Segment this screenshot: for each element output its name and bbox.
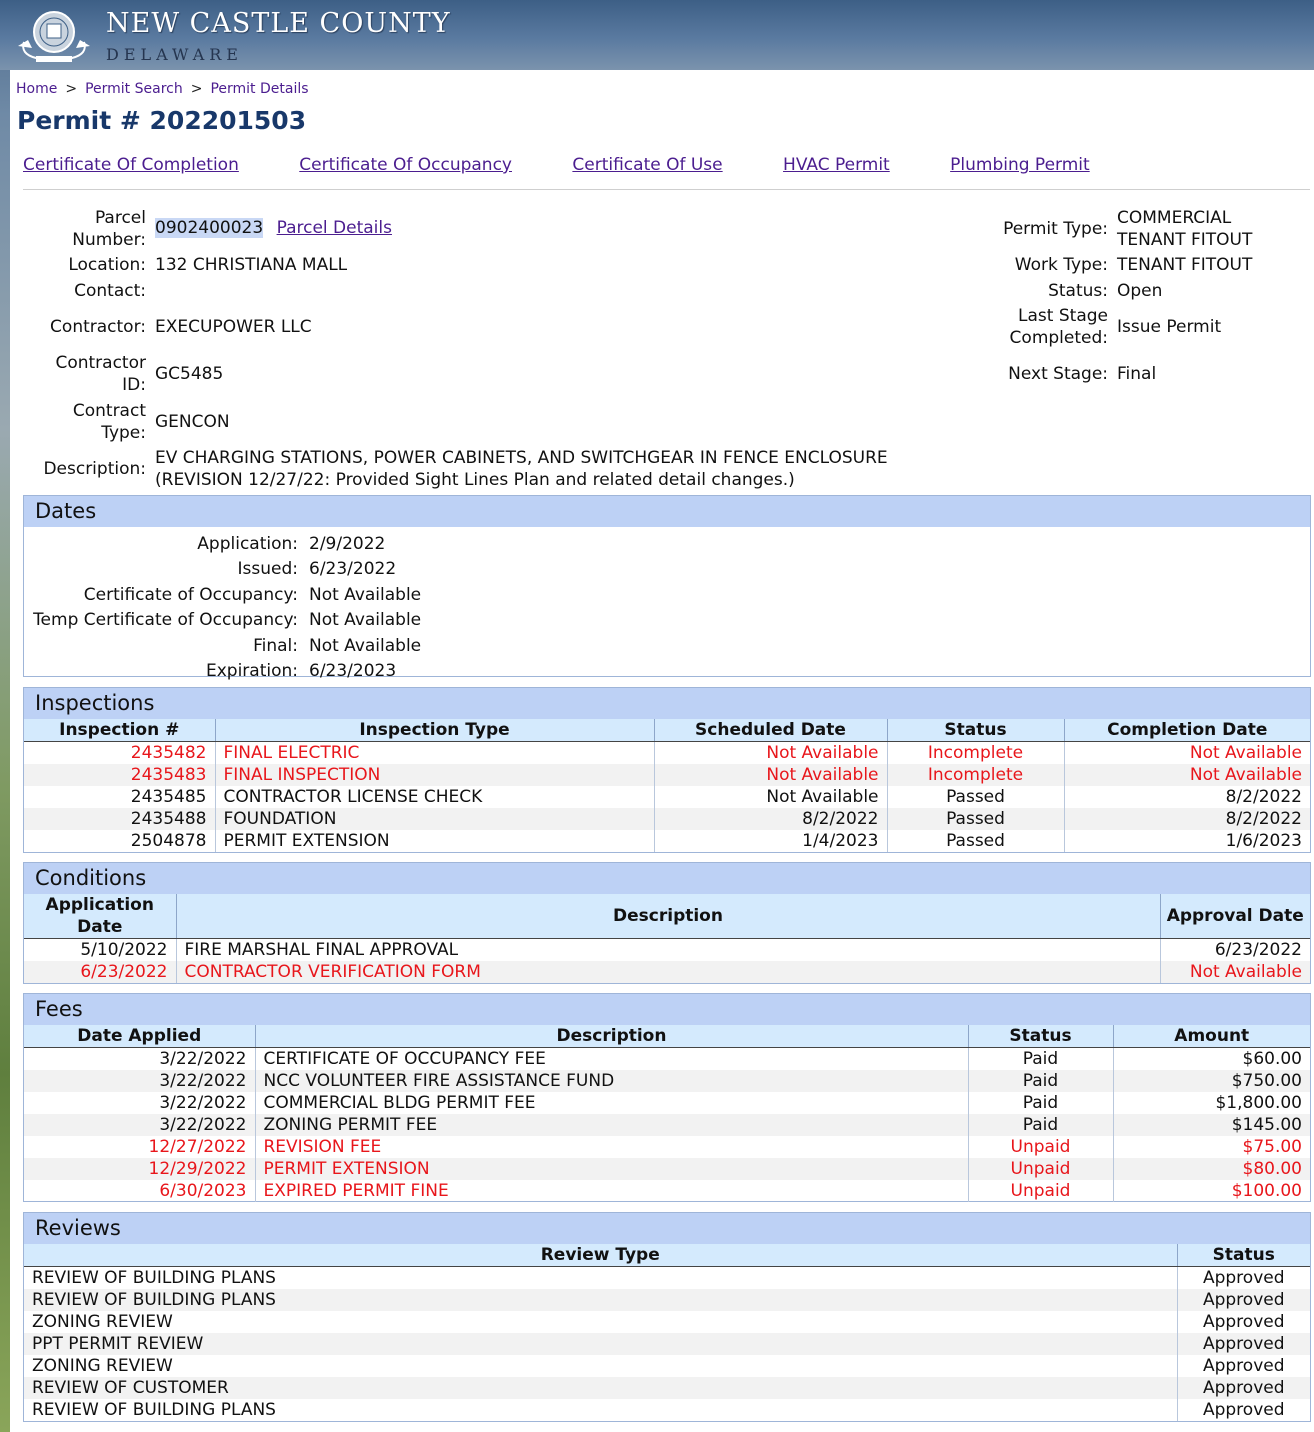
fee-date-applied: 3/22/2022 bbox=[159, 1049, 247, 1069]
inspection-row bbox=[24, 764, 1310, 786]
inspection-row bbox=[24, 808, 1310, 830]
location-label: Location: bbox=[68, 255, 146, 275]
page-title: Permit # 202201503 bbox=[17, 106, 307, 135]
inspection-number: 2435482 bbox=[130, 743, 207, 763]
conditions-header: Conditions bbox=[24, 863, 1310, 894]
reviews-table bbox=[24, 1244, 1310, 1421]
contract-type-value: GENCON bbox=[155, 412, 230, 432]
completion-date: 1/6/2023 bbox=[1064, 830, 1310, 852]
review-type: REVIEW OF BUILDING PLANS bbox=[24, 1289, 1177, 1311]
site-header bbox=[0, 0, 1314, 70]
condition-row bbox=[24, 961, 1310, 983]
conditions-table bbox=[24, 894, 1310, 983]
fee-status: Paid bbox=[968, 1092, 1113, 1114]
reviews-header: Reviews bbox=[24, 1213, 1310, 1244]
county-name: NEW CASTLE COUNTY bbox=[106, 8, 451, 39]
inspections-header: Inspections bbox=[24, 688, 1310, 719]
location-value: 132 CHRISTIANA MALL bbox=[155, 255, 348, 275]
review-type: REVIEW OF CUSTOMER bbox=[24, 1377, 1177, 1399]
condition-approval-date: Not Available bbox=[1160, 961, 1310, 983]
fee-amount: $75.00 bbox=[1113, 1136, 1310, 1158]
fee-amount: $750.00 bbox=[1113, 1070, 1310, 1092]
column-header-approval-date: Approval Date bbox=[1160, 894, 1310, 939]
breadcrumb-home[interactable]: Home bbox=[16, 81, 58, 97]
review-type: ZONING REVIEW bbox=[32, 1356, 173, 1376]
permit-type-value: COMMERCIAL TENANT FITOUT bbox=[1117, 208, 1253, 250]
review-status: Approved bbox=[1177, 1355, 1310, 1377]
work-type-label: Work Type: bbox=[1014, 255, 1108, 275]
condition-row bbox=[24, 939, 1310, 962]
fees-table bbox=[24, 1025, 1310, 1202]
date-value: 6/23/2022 bbox=[309, 559, 397, 580]
fee-date-applied: 3/22/2022 bbox=[24, 1114, 255, 1136]
column-header-review-type: Review Type bbox=[24, 1244, 1177, 1267]
fee-amount: $1,800.00 bbox=[1113, 1092, 1310, 1114]
inspection-row bbox=[24, 742, 1310, 765]
fee-status: Unpaid bbox=[968, 1136, 1113, 1158]
inspection-status: Passed bbox=[887, 808, 1064, 830]
certificate-of-use-link[interactable]: Certificate Of Use bbox=[572, 155, 723, 175]
inspection-row bbox=[24, 786, 1310, 808]
fee-row bbox=[24, 1092, 1310, 1114]
contractor-id-label: Contractor ID: bbox=[55, 353, 146, 395]
column-header-description: Description bbox=[255, 1025, 968, 1048]
column-header-completion-date: Completion Date bbox=[1064, 719, 1310, 742]
fee-amount: $100.00 bbox=[1113, 1180, 1310, 1202]
breadcrumb-separator: > bbox=[190, 81, 203, 97]
column-header-inspection-type: Inspection Type bbox=[215, 719, 654, 742]
review-row bbox=[24, 1333, 1310, 1355]
column-header-application-date: Application Date bbox=[24, 894, 176, 939]
review-row bbox=[24, 1377, 1310, 1399]
breadcrumb-separator: > bbox=[65, 81, 78, 97]
condition-application-date: 6/23/2022 bbox=[24, 961, 176, 983]
reviews-panel bbox=[23, 1212, 1311, 1422]
description-label: Description: bbox=[43, 459, 146, 479]
inspection-number: 2504878 bbox=[130, 831, 207, 851]
last-stage-label: Last Stage Completed: bbox=[1009, 306, 1108, 348]
parcel-details-link[interactable]: Parcel Details bbox=[276, 218, 392, 238]
parcel-number-label: Parcel Number: bbox=[72, 208, 146, 250]
condition-description: FIRE MARSHAL FINAL APPROVAL bbox=[176, 939, 1160, 962]
completion-date: Not Available bbox=[1064, 742, 1310, 765]
condition-approval-date: 6/23/2022 bbox=[1160, 939, 1310, 962]
inspections-panel bbox=[23, 687, 1311, 853]
fee-date-applied: 6/30/2023 bbox=[159, 1181, 247, 1201]
date-value: 2/9/2022 bbox=[309, 534, 386, 554]
fee-row bbox=[24, 1158, 1310, 1180]
review-type: ZONING REVIEW bbox=[32, 1312, 173, 1332]
fee-row bbox=[24, 1048, 1310, 1071]
fees-panel bbox=[23, 993, 1311, 1202]
parcel-number-value bbox=[155, 217, 392, 239]
hvac-permit-link[interactable]: HVAC Permit bbox=[783, 155, 890, 175]
description-value: EV CHARGING STATIONS, POWER CABINETS, AND SWITCHGEAR IN FENCE ENCLOSURE (REVISION 12/27/22: Provided Sight Lines Plan and related detail changes.) bbox=[155, 448, 888, 490]
review-row bbox=[24, 1399, 1310, 1421]
fee-date-applied: 12/27/2022 bbox=[148, 1137, 247, 1157]
inspection-type: FINAL INSPECTION bbox=[215, 764, 654, 786]
date-value: Not Available bbox=[309, 635, 422, 656]
column-header-amount: Amount bbox=[1113, 1025, 1310, 1048]
fee-description: CERTIFICATE OF OCCUPANCY FEE bbox=[255, 1048, 968, 1071]
inspection-status: Passed bbox=[887, 786, 1064, 808]
fee-row bbox=[24, 1136, 1310, 1158]
fee-date-applied: 3/22/2022 bbox=[24, 1070, 255, 1092]
fee-description: PERMIT EXTENSION bbox=[255, 1158, 968, 1180]
fees-header: Fees bbox=[24, 994, 1310, 1025]
review-row bbox=[24, 1311, 1310, 1333]
dates-panel bbox=[23, 495, 1311, 681]
next-stage-label: Next Stage: bbox=[1008, 364, 1108, 384]
inspection-number: 2435485 bbox=[130, 787, 207, 807]
date-label: Temp Certificate of Occupancy: bbox=[33, 610, 298, 631]
fee-status: Paid bbox=[968, 1048, 1113, 1071]
inspection-status: Incomplete bbox=[887, 742, 1064, 765]
breadcrumb-permit-search[interactable]: Permit Search bbox=[85, 81, 183, 97]
fee-description: ZONING PERMIT FEE bbox=[255, 1114, 968, 1136]
date-label: Expiration: bbox=[205, 661, 298, 681]
contractor-label: Contractor: bbox=[50, 317, 146, 337]
column-header-status: Status bbox=[1177, 1244, 1310, 1267]
review-status: Approved bbox=[1177, 1333, 1310, 1355]
inspection-type: CONTRACTOR LICENSE CHECK bbox=[215, 786, 654, 808]
scheduled-date: 8/2/2022 bbox=[654, 808, 887, 830]
column-header-status: Status bbox=[968, 1025, 1113, 1048]
date-value: Not Available bbox=[309, 610, 422, 631]
inspection-status: Passed bbox=[887, 830, 1064, 852]
review-type: REVIEW OF BUILDING PLANS bbox=[32, 1268, 276, 1288]
scheduled-date: Not Available bbox=[654, 742, 887, 765]
fee-amount: $80.00 bbox=[1113, 1158, 1310, 1180]
contract-type-label: Contract Type: bbox=[72, 401, 146, 443]
main-content bbox=[10, 70, 1314, 1432]
completion-date: 8/2/2022 bbox=[1064, 786, 1310, 808]
review-row bbox=[24, 1355, 1310, 1377]
date-value: Not Available bbox=[309, 584, 422, 605]
county-seal-logo[interactable] bbox=[14, 2, 94, 66]
inspection-status: Incomplete bbox=[887, 764, 1064, 786]
review-status: Approved bbox=[1177, 1267, 1310, 1290]
certificate-of-occupancy-link[interactable]: Certificate Of Occupancy bbox=[299, 155, 512, 175]
date-label: Certificate of Occupancy: bbox=[83, 584, 298, 605]
column-header-inspection-number: Inspection # bbox=[24, 719, 215, 742]
inspection-number: 2435488 bbox=[24, 808, 215, 830]
scheduled-date: Not Available bbox=[654, 764, 887, 786]
divider bbox=[23, 189, 1310, 190]
inspections-table bbox=[24, 719, 1310, 852]
review-status: Approved bbox=[1177, 1289, 1310, 1311]
conditions-panel bbox=[23, 862, 1311, 984]
last-stage-value: Issue Permit bbox=[1117, 317, 1222, 337]
date-label: Application: bbox=[197, 534, 298, 554]
date-label: Final: bbox=[253, 635, 298, 656]
inspection-type: FINAL ELECTRIC bbox=[215, 742, 654, 765]
column-header-status: Status bbox=[887, 719, 1064, 742]
contractor-id-value: GC5485 bbox=[155, 364, 224, 384]
parcel-number: 0902400023 bbox=[155, 218, 264, 238]
certificate-of-completion-link[interactable]: Certificate Of Completion bbox=[23, 155, 239, 175]
breadcrumb bbox=[16, 81, 309, 97]
work-type-value: TENANT FITOUT bbox=[1117, 255, 1253, 275]
permit-type-label: Permit Type: bbox=[1003, 219, 1108, 239]
next-stage-value: Final bbox=[1117, 364, 1157, 384]
fee-description: COMMERCIAL BLDG PERMIT FEE bbox=[255, 1092, 968, 1114]
fee-amount: $60.00 bbox=[1113, 1048, 1310, 1071]
inspection-type: PERMIT EXTENSION bbox=[215, 830, 654, 852]
column-header-date-applied: Date Applied bbox=[24, 1025, 255, 1048]
fee-amount: $145.00 bbox=[1113, 1114, 1310, 1136]
completion-date: Not Available bbox=[1064, 764, 1310, 786]
review-row bbox=[24, 1289, 1310, 1311]
state-name: DELAWARE bbox=[106, 45, 243, 64]
fee-status: Paid bbox=[968, 1114, 1113, 1136]
plumbing-permit-link[interactable]: Plumbing Permit bbox=[950, 155, 1090, 175]
fee-row bbox=[24, 1180, 1310, 1202]
inspection-number: 2435483 bbox=[24, 764, 215, 786]
fee-row bbox=[24, 1070, 1310, 1092]
dates-header: Dates bbox=[24, 496, 1310, 527]
review-status: Approved bbox=[1177, 1311, 1310, 1333]
review-status: Approved bbox=[1177, 1399, 1310, 1421]
date-value: 6/23/2023 bbox=[309, 661, 397, 681]
fee-description: EXPIRED PERMIT FINE bbox=[255, 1180, 968, 1202]
date-label: Issued: bbox=[237, 559, 298, 580]
fee-description: REVISION FEE bbox=[255, 1136, 968, 1158]
fee-status: Unpaid bbox=[968, 1180, 1113, 1202]
scheduled-date: 1/4/2023 bbox=[654, 830, 887, 852]
completion-date: 8/2/2022 bbox=[1064, 808, 1310, 830]
inspection-type: FOUNDATION bbox=[215, 808, 654, 830]
review-type: REVIEW OF BUILDING PLANS bbox=[32, 1400, 276, 1420]
condition-application-date: 5/10/2022 bbox=[80, 940, 168, 960]
inspection-row bbox=[24, 830, 1310, 852]
contact-label: Contact: bbox=[74, 281, 146, 301]
scheduled-date: Not Available bbox=[654, 786, 887, 808]
review-status: Approved bbox=[1177, 1377, 1310, 1399]
contractor-value: EXECUPOWER LLC bbox=[155, 317, 312, 337]
fee-status: Paid bbox=[968, 1070, 1113, 1092]
column-header-description: Description bbox=[176, 894, 1160, 939]
fee-description: NCC VOLUNTEER FIRE ASSISTANCE FUND bbox=[255, 1070, 968, 1092]
fee-row bbox=[24, 1114, 1310, 1136]
related-permit-links bbox=[23, 155, 1145, 175]
breadcrumb-permit-details[interactable]: Permit Details bbox=[210, 81, 309, 97]
column-header-scheduled-date: Scheduled Date bbox=[654, 719, 887, 742]
status-value: Open bbox=[1117, 281, 1163, 301]
condition-description: CONTRACTOR VERIFICATION FORM bbox=[176, 961, 1160, 983]
review-row bbox=[24, 1267, 1310, 1290]
fee-date-applied: 12/29/2022 bbox=[24, 1158, 255, 1180]
fee-status: Unpaid bbox=[968, 1158, 1113, 1180]
fee-date-applied: 3/22/2022 bbox=[159, 1093, 247, 1113]
status-label: Status: bbox=[1048, 281, 1108, 301]
review-type: PPT PERMIT REVIEW bbox=[24, 1333, 1177, 1355]
